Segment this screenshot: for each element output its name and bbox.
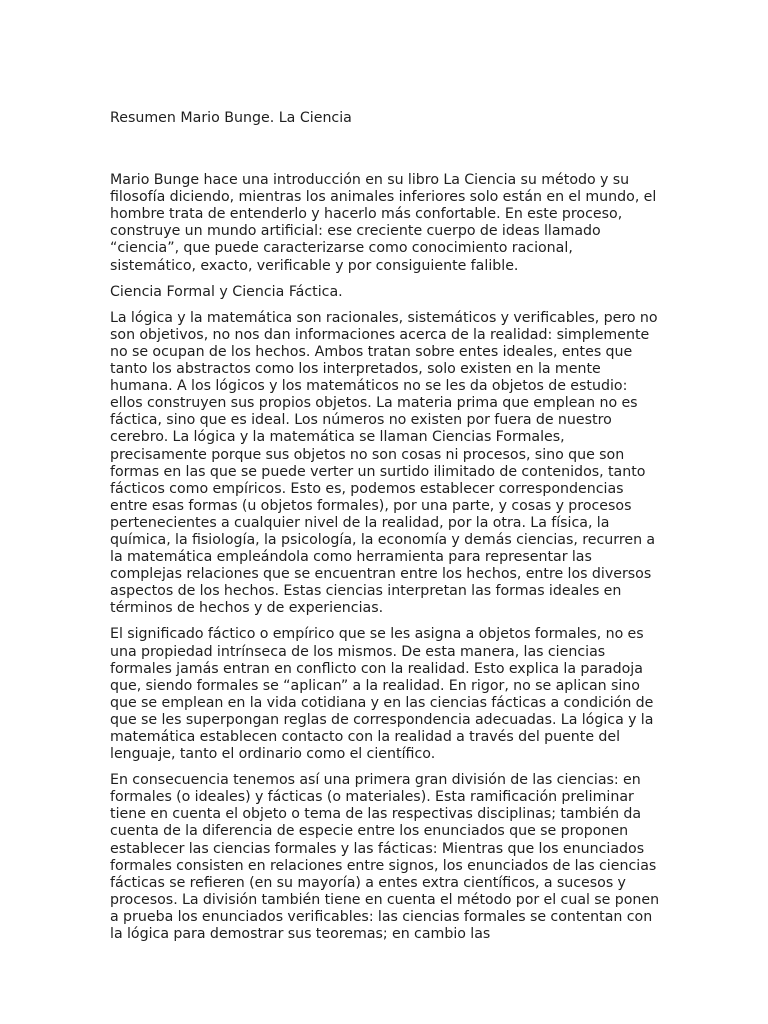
document-body [110, 110, 662, 952]
document-title: Resumen Mario Bunge. La Ciencia [110, 110, 352, 126]
intro-paragraph: Mario Bunge hace una introducción en su libro La Ciencia su método y su filosofía diciendo, mientras los animales inferiores solo están en el mundo, el hombre trata de entenderlo y hacerlo más confortable. En este proceso, construye un mundo artificial: ese creciente cuerpo de ideas llamado “ciencia”, que puede caracterizarse como conocimiento racional, sistemático, exacto, verificable y por consiguiente falible. [110, 172, 657, 274]
section-heading: Ciencia Formal y Ciencia Fáctica. [110, 283, 343, 300]
body-paragraph-3: En consecuencia tenemos así una primera gran división de las ciencias: en formales (o ideales) y fácticas (o materiales). Esta ramificación preliminar tiene en cuenta el objeto o tema de las respectivas disciplinas; también da cuenta de la diferencia de especie entre los enunciados que se proponen establecer las ciencias formales y las fácticas: Mientras que los enunciados formales consisten en relaciones entre signos, los enunciados de las ciencias fácticas se refieren (en su mayoría) a entes extra científicos, a sucesos y procesos. La división también tiene en cuenta el método por el cual se ponen a prueba los enunciados verificables: las ciencias formales se contentan con la lógica para demostrar sus teoremas; en cambio las [110, 772, 660, 943]
body-paragraph-1: La lógica y la matemática son racionales, sistemáticos y verificables, pero no son objetivos, no nos dan informaciones acerca de la realidad: simplemente no se ocupan de los hechos. Ambos tratan sobre entes ideales, entes que tanto los abstractos como los interpretados, solo existen en la mente humana. A los lógicos y los matemáticos no se les da objetos de estudio: ellos construyen sus propios objetos. La materia prima que emplean no es fáctica, sino que es ideal. Los números no existen por fuera de nuestro cerebro. La lógica y la matemática se llaman Ciencias Formales, precisamente porque sus objetos no son cosas ni procesos, sino que son formas en las que se puede verter un surtido ilimitado de contenidos, tanto fácticos como empíricos. Esto es, podemos establecer correspondencias entre esas formas (u objetos formales), por una parte, y cosas y procesos pertenecientes a cualquier nivel de la realidad, por la otra. La física, la química, la fisiología, la psicología, la economía y demás ciencias, recurren a la matemática empleándola como herramienta para representar las complejas relaciones que se encuentran entre los hechos, entre los diversos aspectos de los hechos. Estas ciencias interpretan las formas ideales en términos de hechos y de experiencias. [110, 309, 658, 617]
body-paragraph-2: El significado fáctico o empírico que se les asigna a objetos formales, no es una propiedad intrínseca de los mismos. De esta manera, las ciencias formales jamás entran en conflicto con la realidad. Esto explica la paradoja que, siendo formales se “aplican” a la realidad. En rigor, no se aplican sino que se emplean en la vida cotidiana y en las ciencias fácticas a condición de que se les superpongan reglas de correspondencia adecuadas. La lógica y la matemática establecen contacto con la realidad a través del puente del lenguaje, tanto el ordinario como el científico. [110, 626, 654, 763]
